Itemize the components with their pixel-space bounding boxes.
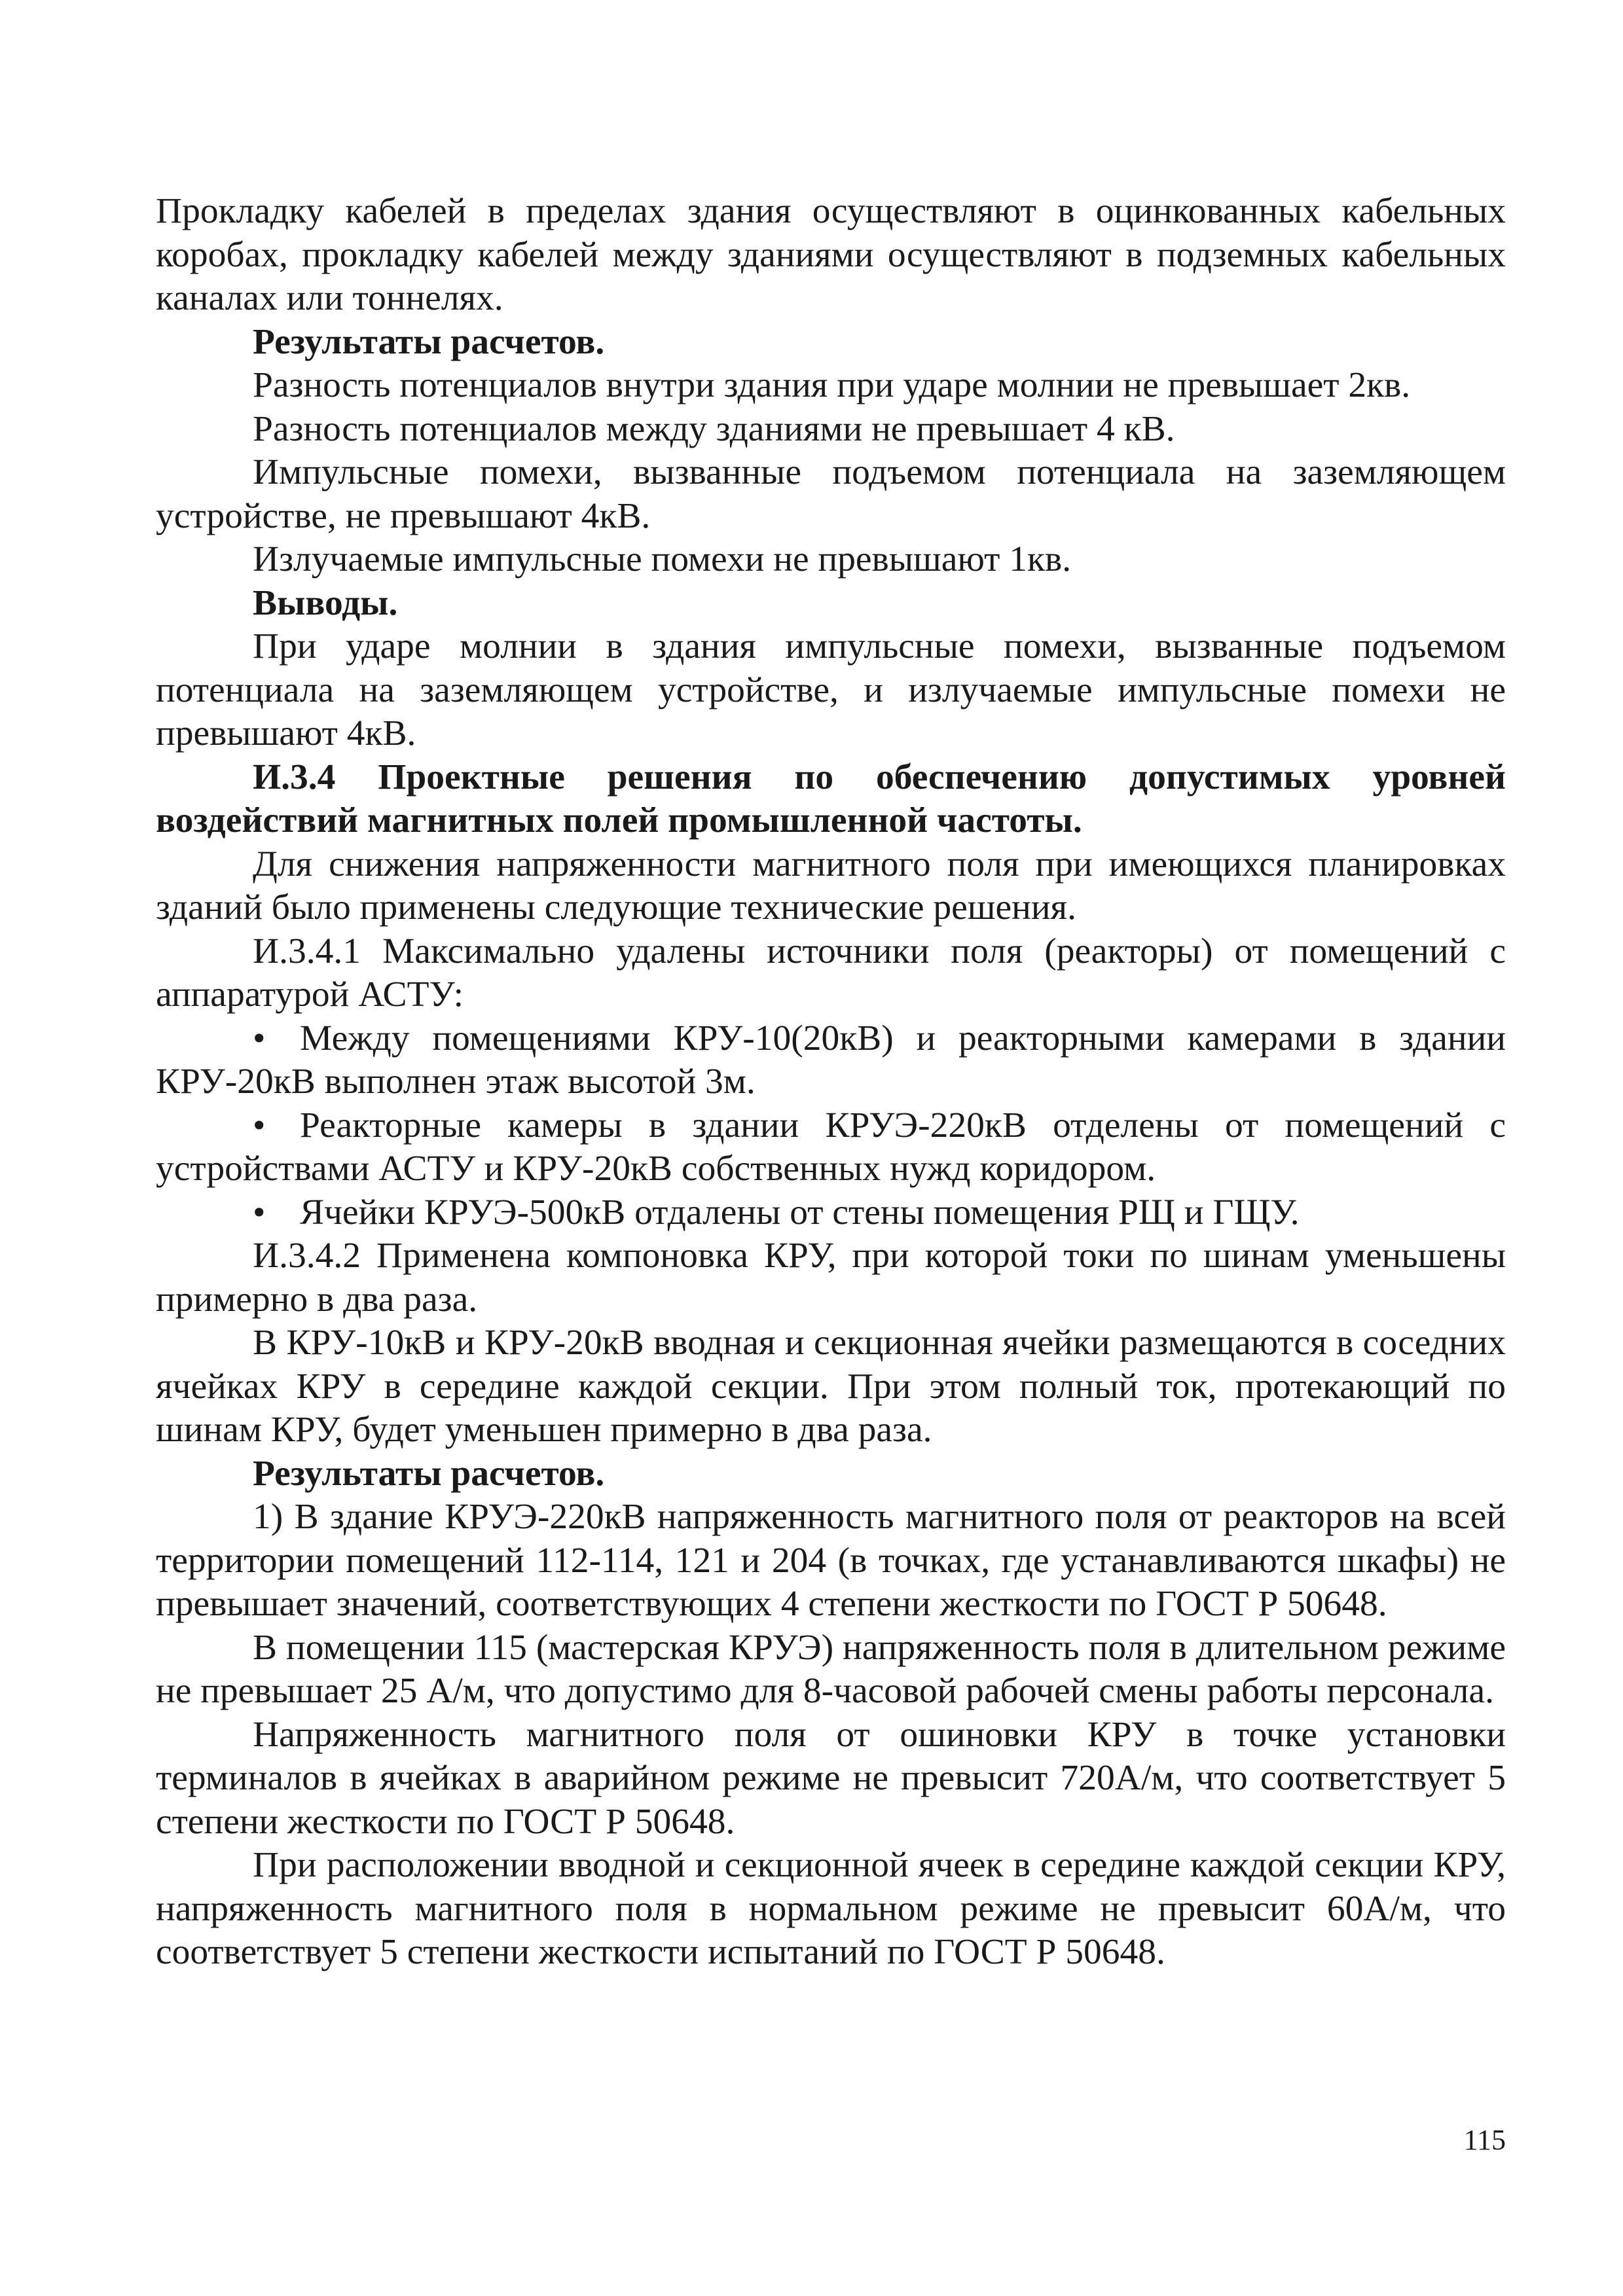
paragraph-radiated-noise: Излучаемые импульсные помехи не превышают 1кв. xyxy=(253,539,1072,579)
section-heading-i-3-4: И.3.4 Проектные решения по обеспечению допустимых уровней воздействий магнитных полей промышленной частоты. xyxy=(156,757,1506,840)
paragraph-potential-inside: Разность потенциалов внутри здания при ударе молнии не превышает 2кв. xyxy=(253,365,1411,405)
heading-results-1: Результаты расчетов. xyxy=(253,321,605,362)
heading-conclusions: Выводы. xyxy=(253,583,398,623)
bullet-icon: • xyxy=(253,1105,266,1145)
bullet-icon: • xyxy=(253,1192,266,1232)
paragraph-kru-cells: В КРУ-10кВ и КРУ-20кВ вводная и секционная ячейки размещаются в соседних ячейках КРУ в середине каждой секции. При этом полный ток, протекающий по шинам КРУ, будет уменьшен примерно в два раза. xyxy=(156,1323,1506,1450)
paragraph-result-1: 1) В здание КРУЭ-220кВ напряженность магнитного поля от реакторов на всей территории помещений 112-114, 121 и 204 (в точках, где устанавливаются шкафы) не превышает значений, соответствующих 4 степени жесткости по ГОСТ Р 50648. xyxy=(156,1497,1506,1624)
bullet-icon: • xyxy=(253,1018,266,1058)
document-page xyxy=(156,190,1506,1975)
bullet-text-1: Между помещениями КРУ-10(20кВ) и реакторными камерами в здании КРУ-20кВ выполнен этаж высотой 3м. xyxy=(156,1018,1506,1102)
paragraph-lightning-conclusion: При ударе молнии в здания импульсные помехи, вызванные подъемом потенциала на заземляющем устройстве, и излучаемые импульсные помехи не превышают 4кВ. xyxy=(156,626,1506,753)
bullet-item-1 xyxy=(156,1017,1506,1104)
paragraph-cable-laying: Прокладку кабелей в пределах здания осуществляют в оцинкованных кабельных коробах, прокладку кабелей между зданиями осуществляют в подземных кабельных каналах или тоннелях. xyxy=(156,191,1506,318)
paragraph-potential-between: Разность потенциалов между зданиями не превышает 4 кВ. xyxy=(253,408,1175,449)
bullet-text-3: Ячейки КРУЭ-500кВ отдалены от стены помещения РЩ и ГЩУ. xyxy=(300,1192,1300,1232)
paragraph-impulse-noise: Импульсные помехи, вызванные подъемом потенциала на заземляющем устройстве, не превышают 4кВ. xyxy=(156,452,1506,536)
paragraph-room-115: В помещении 115 (мастерская КРУЭ) напряженность поля в длительном режиме не превышает 25 А/м, что допустимо для 8-часовой рабочей смены работы персонала. xyxy=(156,1627,1506,1711)
paragraph-busbar-field: Напряженность магнитного поля от ошиновки КРУ в точке установки терминалов в ячейках в аварийном режиме не превысит 720А/м, что соответствует 5 степени жесткости по ГОСТ Р 50648. xyxy=(156,1714,1506,1842)
bullet-item-2 xyxy=(156,1104,1506,1191)
paragraph-field-reduction: Для снижения напряженности магнитного поля при имеющихся планировках зданий было применены следующие технические решения. xyxy=(156,844,1506,927)
bullet-text-2: Реакторные камеры в здании КРУЭ-220кВ отделены от помещений с устройствами АСТУ и КРУ-20кВ собственных нужд коридором. xyxy=(156,1105,1506,1189)
bullet-item-3 xyxy=(156,1191,1506,1235)
paragraph-i-3-4-1: И.3.4.1 Максимально удалены источники поля (реакторы) от помещений с аппаратурой АСТУ: xyxy=(156,931,1506,1014)
paragraph-i-3-4-2: И.3.4.2 Применена компоновка КРУ, при которой токи по шинам уменьшены примерно в два раза. xyxy=(156,1236,1506,1319)
paragraph-normal-mode: При расположении вводной и секционной ячеек в середине каждой секции КРУ, напряженность магнитного поля в нормальном режиме не превысит 60А/м, что соответствует 5 степени жесткости испытаний по ГОСТ Р 50648. xyxy=(156,1845,1506,1972)
page-number: 115 xyxy=(1463,2124,1506,2156)
heading-results-2: Результаты расчетов. xyxy=(253,1453,605,1494)
